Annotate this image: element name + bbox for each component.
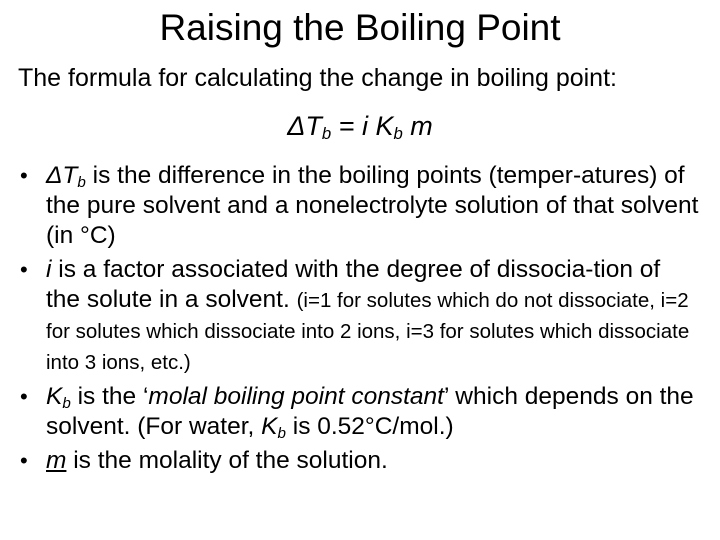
symbol-k: K <box>261 413 278 440</box>
slide-title: Raising the Boiling Point <box>159 7 561 48</box>
intro-text: The formula for calculating the change in boiling point: <box>18 64 617 92</box>
symbol-k: K <box>46 383 63 410</box>
formula-m: m <box>402 111 433 141</box>
bullet-dot-icon: • <box>20 257 28 282</box>
bullet-kb <box>20 382 700 442</box>
symbol-delta-t: ΔT <box>46 162 78 189</box>
formula-delta-t: ΔT <box>287 111 322 141</box>
bullet-i <box>20 255 700 378</box>
bullet-text: is 0.52°C/mol.) <box>285 413 454 440</box>
bullet-dot-icon: • <box>20 163 28 188</box>
formula <box>0 108 720 144</box>
formula-i: i <box>361 111 368 141</box>
bullet-text: is the molality of the solution. <box>66 447 388 474</box>
symbol-sub: b <box>62 394 71 412</box>
bullet-delta-tb <box>20 161 700 251</box>
formula-k-sub: b <box>393 124 403 144</box>
emphasis-text: molal boiling point constant <box>148 383 444 410</box>
bullet-text: is the ‘ <box>70 383 149 410</box>
symbol-m: m <box>46 447 67 474</box>
symbol-sub: b <box>277 424 286 442</box>
symbol-sub: b <box>77 173 86 191</box>
bullet-dot-icon: • <box>20 448 28 473</box>
bullet-list <box>20 161 700 480</box>
bullet-text: is a factor associated with the degree of dissocia-tion of the solute in a solvent. <box>46 256 661 313</box>
bullet-text: is the difference in the boiling points (temper-atures) of the pure solvent and a nonelectrolyte solution of that solvent (in °C) <box>46 162 699 249</box>
formula-sub-b: b <box>321 124 332 144</box>
symbol-i: i <box>46 256 52 283</box>
formula-k: K <box>367 111 394 141</box>
bullet-text: ’ which depends on the solvent. (For water, <box>46 383 694 440</box>
formula-equals: = <box>331 111 362 141</box>
bullet-note: (i=1 for solutes which do not dissociate, i=2 for solutes which dissociate into 2 ions, i=3 for solutes which dissociate into 3 ions, etc.) <box>46 289 690 374</box>
bullet-dot-icon: • <box>20 384 28 409</box>
bullet-m <box>20 446 700 476</box>
